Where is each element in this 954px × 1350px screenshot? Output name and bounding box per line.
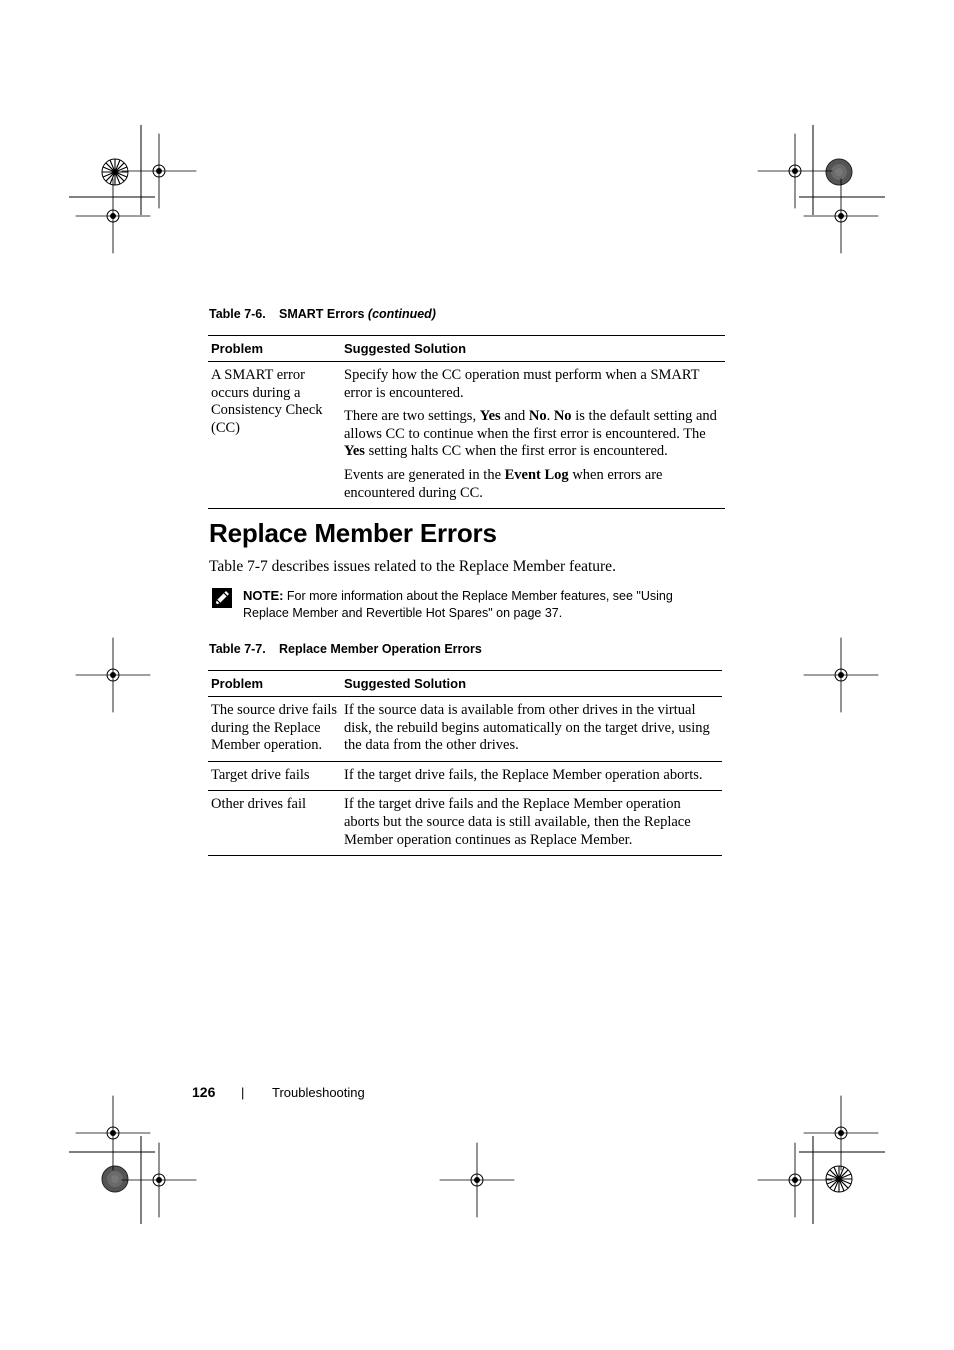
- table-7-number: Table 7-7.: [209, 642, 266, 656]
- table-7-caption: [209, 642, 482, 656]
- problem-cell: A SMART error occurs during a Consistency Check (CC): [208, 362, 341, 509]
- smart-errors-table: [208, 335, 725, 509]
- table-header-row: [208, 671, 722, 697]
- solution-paragraph: There are two settings, Yes and No. No is the default setting and allows CC to continue when the first error is encountered. The Yes setting halts CC when the first error is encountered.: [344, 408, 717, 460]
- solution-paragraph: Events are generated in the Event Log when errors are encountered during CC.: [344, 466, 663, 501]
- col-header-solution: Suggested Solution: [341, 671, 722, 697]
- solution-cell: If the target drive fails, the Replace Member operation aborts.: [341, 761, 722, 791]
- table-row: [208, 761, 722, 791]
- table-header-row: [208, 336, 725, 362]
- note-pencil-icon: [211, 587, 233, 609]
- col-header-solution: Suggested Solution: [341, 336, 725, 362]
- table-6-title: SMART Errors: [279, 307, 365, 321]
- replace-member-errors-table: [208, 670, 722, 856]
- section-heading: Replace Member Errors: [209, 518, 497, 548]
- table-6-caption: [209, 307, 436, 321]
- problem-cell: Other drives fail: [208, 791, 341, 856]
- table-6-number: Table 7-6.: [209, 307, 266, 321]
- table-row: [208, 791, 722, 856]
- intro-paragraph: Table 7-7 describes issues related to the Replace Member feature.: [209, 558, 616, 575]
- solution-cell: If the source data is available from other drives in the virtual disk, the rebuild begins automatically on the target drive, using the data from the other drives.: [341, 697, 722, 762]
- problem-cell: Target drive fails: [208, 761, 341, 791]
- table-7-title: Replace Member Operation Errors: [279, 642, 482, 656]
- solution-cell: If the target drive fails and the Replace Member operation aborts but the source data is still available, then the Replace Member operation continues as Replace Member.: [341, 791, 722, 856]
- table-6-continued: (continued): [367, 307, 436, 321]
- col-header-problem: Problem: [208, 671, 341, 697]
- chapter-title: Troubleshooting: [272, 1085, 365, 1100]
- table-row: [208, 697, 722, 762]
- note-label: NOTE:: [243, 588, 284, 603]
- solution-paragraph: Specify how the CC operation must perform when a SMART error is encountered.: [344, 367, 700, 401]
- note-text: NOTE: For more information about the Replace Member features, see "Using Replace Member and Revertible Hot Spares" on page 37.: [243, 588, 673, 620]
- table-row: [208, 362, 725, 509]
- problem-cell: The source drive fails during the Replace Member operation.: [208, 697, 341, 762]
- page-number: 126: [192, 1084, 216, 1100]
- col-header-problem: Problem: [208, 336, 341, 362]
- solution-cell: [341, 362, 725, 509]
- footer-separator: |: [241, 1085, 245, 1100]
